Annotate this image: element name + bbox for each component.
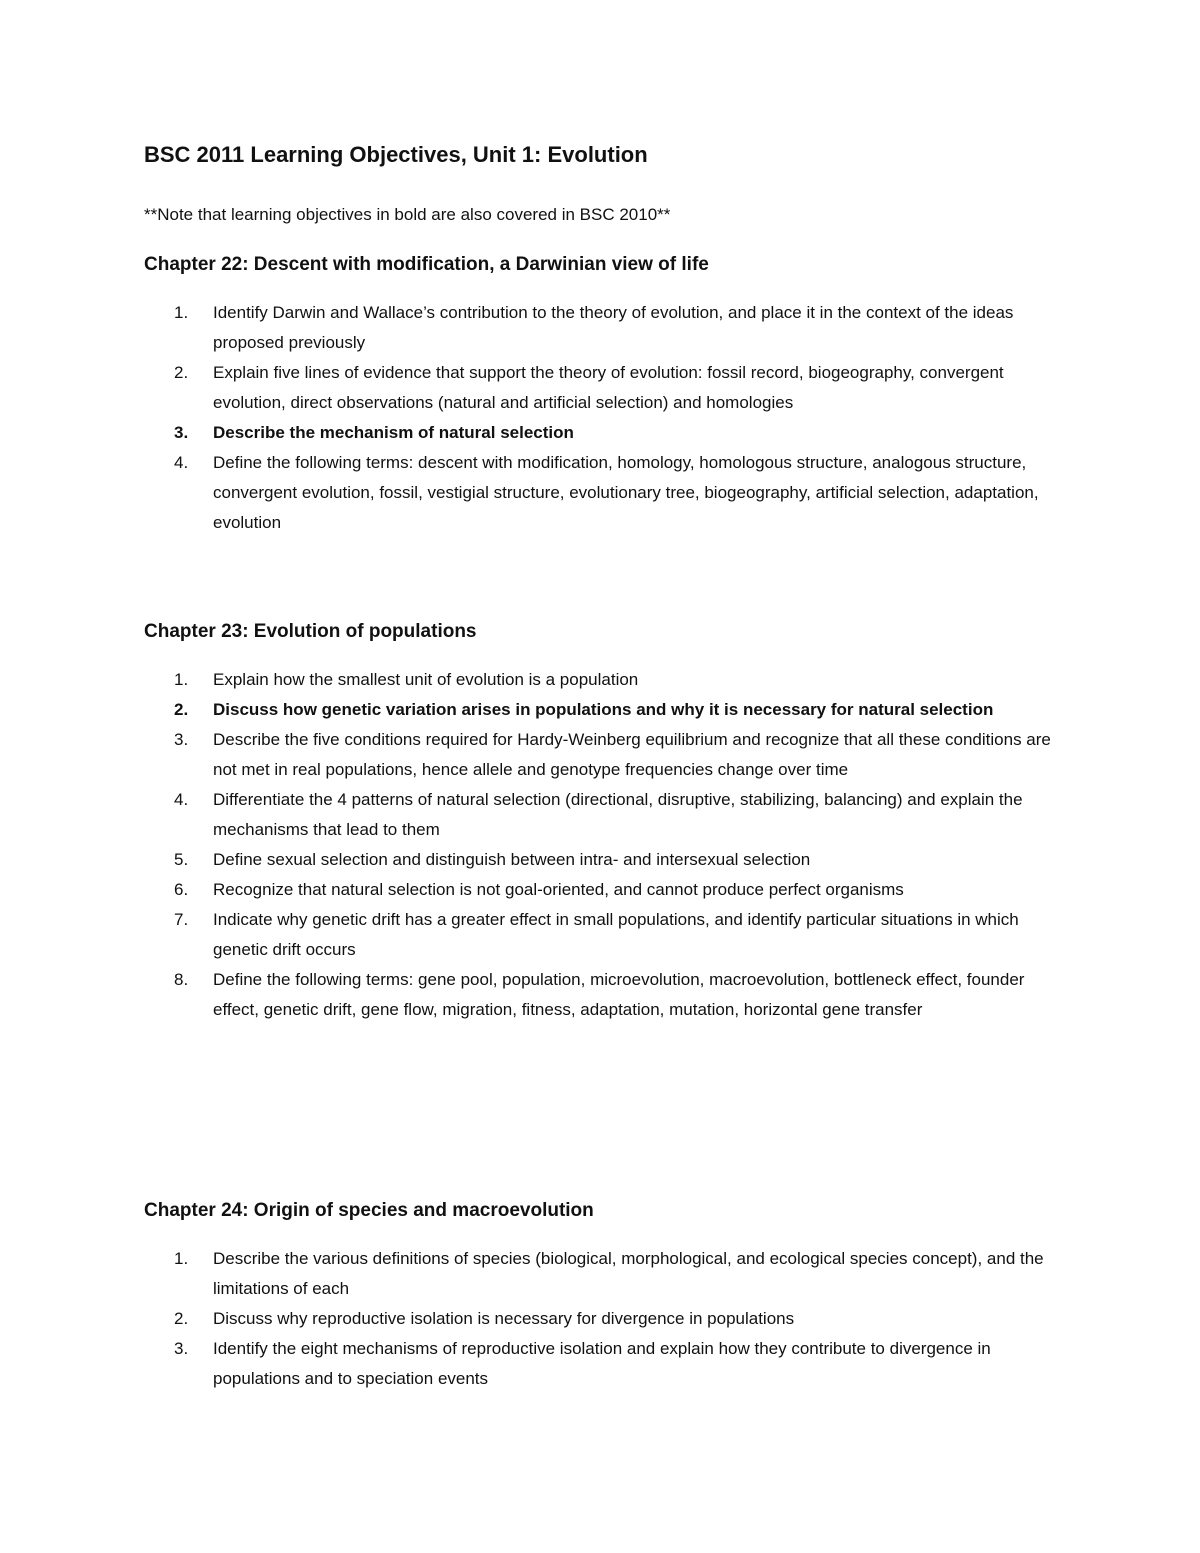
objective-item [144, 1304, 1064, 1334]
objective-text: Define the following terms: gene pool, population, microevolution, macroevolution, bottleneck effect, founder effect, genetic drift, gene flow, migration, fitness, adaptation, mutation, horizontal gene transfer [213, 970, 1025, 1019]
objective-text: Explain five lines of evidence that support the theory of evolution: fossil record, biogeography, convergent evolution, direct observations (natural and artificial selection) and homologies [213, 363, 1004, 412]
chapter-24-section [144, 1196, 1064, 1394]
objective-item [144, 965, 1064, 1025]
objective-item [144, 298, 1064, 358]
objective-number: 5. [174, 850, 189, 869]
objective-text: Define sexual selection and distinguish between intra- and intersexual selection [213, 850, 811, 869]
objective-number: 2. [174, 700, 189, 719]
objective-list [144, 1244, 1064, 1394]
chapter-title: Chapter 24: Origin of species and macroevolution [144, 1200, 594, 1221]
objective-number: 1. [174, 1249, 189, 1268]
objective-text: Identify Darwin and Wallace’s contribution to the theory of evolution, and place it in the context of the ideas proposed previously [213, 303, 1014, 352]
objective-text: Describe the five conditions required for Hardy-Weinberg equilibrium and recognize that all these conditions are not met in real populations, hence allele and genotype frequencies change over time [213, 730, 1051, 779]
chapter-23-section [144, 617, 1064, 1025]
objective-item [144, 665, 1064, 695]
objective-item [144, 1244, 1064, 1304]
objective-text: Discuss how genetic variation arises in populations and why it is necessary for natural selection [213, 700, 994, 719]
objective-text: Indicate why genetic drift has a greater effect in small populations, and identify particular situations in which genetic drift occurs [213, 910, 1019, 959]
objective-text: Explain how the smallest unit of evolution is a population [213, 670, 639, 689]
objective-text: Differentiate the 4 patterns of natural selection (directional, disruptive, stabilizing, balancing) and explain the mechanisms that lead to them [213, 790, 1023, 839]
objective-text: Recognize that natural selection is not goal-oriented, and cannot produce perfect organisms [213, 880, 904, 899]
objective-number: 8. [174, 970, 189, 989]
objective-item [144, 905, 1064, 965]
objective-text: Define the following terms: descent with modification, homology, homologous structure, analogous structure, convergent evolution, fossil, vestigial structure, evolutionary tree, biogeography, artificial selection, adaptation, evolution [213, 453, 1039, 532]
objective-number: 1. [174, 670, 189, 689]
objective-number: 3. [174, 730, 189, 749]
objective-item [144, 845, 1064, 875]
objective-text: Identify the eight mechanisms of reproductive isolation and explain how they contribute to divergence in populations and to speciation events [213, 1339, 991, 1388]
objective-number: 6. [174, 880, 189, 899]
objective-item [144, 695, 1064, 725]
objective-number: 7. [174, 910, 189, 929]
objective-number: 4. [174, 453, 189, 472]
objective-text: Discuss why reproductive isolation is necessary for divergence in populations [213, 1309, 795, 1328]
objective-list [144, 665, 1064, 1025]
objective-number: 1. [174, 303, 189, 322]
objective-number: 3. [174, 423, 189, 442]
objective-number: 2. [174, 363, 189, 382]
objective-item [144, 358, 1064, 418]
objective-item [144, 725, 1064, 785]
objective-number: 4. [174, 790, 189, 809]
objective-number: 3. [174, 1339, 189, 1358]
chapter-title: Chapter 23: Evolution of populations [144, 621, 477, 642]
objective-item [144, 1334, 1064, 1394]
chapter-22-section [144, 250, 1064, 538]
objective-item [144, 448, 1064, 538]
objective-text: Describe the various definitions of species (biological, morphological, and ecological species concept), and the limitations of each [213, 1249, 1044, 1298]
objective-text: Describe the mechanism of natural selection [213, 423, 574, 442]
document-title: BSC 2011 Learning Objectives, Unit 1: Evolution [144, 142, 648, 167]
chapter-title: Chapter 22: Descent with modification, a Darwinian view of life [144, 254, 709, 275]
objective-list [144, 298, 1064, 538]
objective-number: 2. [174, 1309, 189, 1328]
objective-item [144, 418, 1064, 448]
bold-note: **Note that learning objectives in bold are also covered in BSC 2010** [144, 205, 671, 224]
objective-item [144, 785, 1064, 845]
objective-item [144, 875, 1064, 905]
